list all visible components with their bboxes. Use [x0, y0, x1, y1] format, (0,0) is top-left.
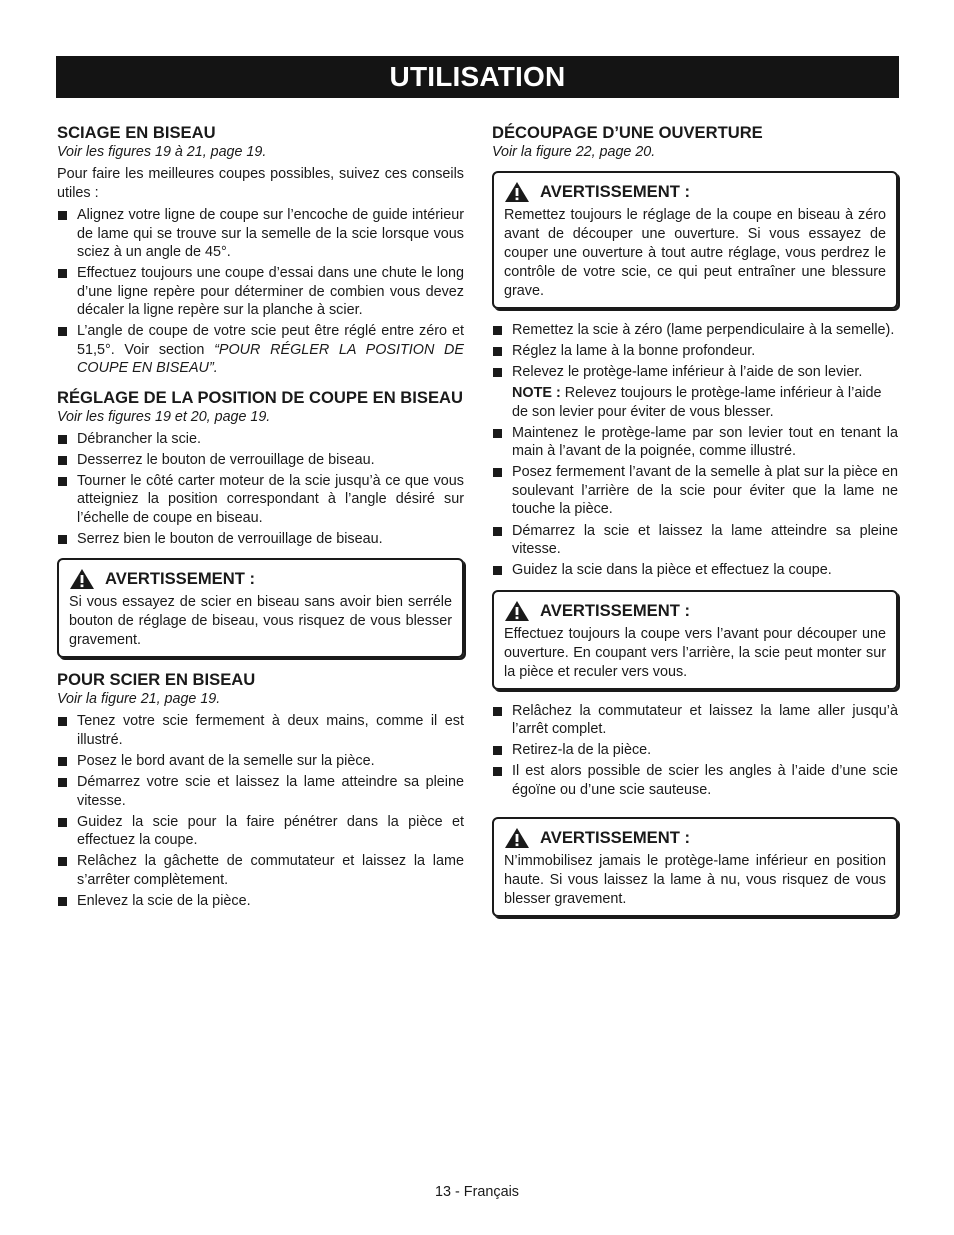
square-bullet-icon [493, 368, 502, 377]
list-item: Retirez-la de la pièce. [492, 741, 898, 760]
list-item: Alignez votre ligne de coupe sur l’encoche de guide intérieur de lame qui se trouve sur la semelle de la scie lorsque vous sciez à un angle de 45°. [57, 206, 464, 262]
note-label: NOTE : [512, 385, 561, 402]
square-bullet-icon [58, 717, 67, 726]
bullet-list [57, 206, 464, 378]
list-item: Effectuez toujours une coupe d’essai dans une chute le long d’une ligne repère pour déterminer de combien vous devez décaler la ligne repère sur la planche à scier. [57, 264, 464, 320]
section-title-reglage-position: RÉGLAGE DE LA POSITION DE COUPE EN BISEAU [57, 387, 463, 407]
page-number: 13 - Français [435, 1184, 519, 1200]
list-item: Serrez bien le bouton de verrouillage de biseau. [57, 530, 464, 549]
list-item: Démarrez la scie et laissez la lame atteindre sa pleine vitesse. [492, 522, 898, 559]
square-bullet-icon [493, 767, 502, 776]
list-item: Débrancher la scie. [57, 430, 464, 449]
list-item: Enlevez la scie de la pièce. [57, 892, 464, 911]
warning-text: N’immobilisez jamais le protège-lame inférieur en position haute. Si vous laissez la lame à nu, vous risquez de vous blesser gravement. [504, 853, 886, 908]
square-bullet-icon [58, 757, 67, 766]
list-item: Guidez la scie pour la faire pénétrer dans la pièce et effectuez la coupe. [57, 813, 464, 850]
figure-reference: Voir les figures 19 à 21, page 19. [57, 144, 267, 160]
square-bullet-icon [58, 897, 67, 906]
warning-text: Si vous essayez de scier en biseau sans avoir bien serréle bouton de réglage de biseau, vous risquez de vous blesser gravement. [69, 594, 452, 649]
square-bullet-icon [493, 468, 502, 477]
warning-text: Effectuez toujours la coupe vers l’avant pour découper une ouverture. En coupant vers l’arrière, la scie peut monter sur la pièce et reculer vers vous. [504, 625, 886, 680]
section-title-pour-scier: POUR SCIER EN BISEAU [57, 670, 256, 690]
figure-reference: Voir les figures 19 et 20, page 19. [57, 408, 271, 425]
bullet-list [492, 702, 898, 800]
list-item: Relâchez la gâchette de commutateur et laissez la lame s’arrêter complètement. [57, 852, 464, 889]
warning-box [492, 590, 898, 690]
square-bullet-icon [58, 269, 67, 278]
list-item: Relevez le protège-lame inférieur à l’aide de son levier. [492, 363, 898, 382]
section-title-decoupage-ouverture: DÉCOUPAGE D’UNE OUVERTURE [492, 123, 763, 142]
left-column [57, 123, 464, 913]
list-item: Tenez votre scie fermement à deux mains, comme il est illustré. [57, 712, 464, 749]
square-bullet-icon [58, 818, 67, 827]
list-item: Démarrez votre scie et laissez la lame atteindre sa pleine vitesse. [57, 773, 464, 810]
square-bullet-icon [493, 527, 502, 536]
list-item: Il est alors possible de scier les angles à l’aide d’une scie égoïne ou d’une scie sauteuse. [492, 762, 898, 799]
square-bullet-icon [493, 347, 502, 356]
figure-reference: Voir la figure 21, page 19. [57, 691, 221, 708]
warning-title: AVERTISSEMENT : [540, 600, 690, 620]
square-bullet-icon [58, 435, 67, 444]
warning-title: AVERTISSEMENT : [540, 828, 690, 848]
list-item: Maintenez le protège-lame par son levier tout en tenant la main à l’avant de la poignée, comme illustré. [492, 424, 898, 461]
section-cross-reference: “POUR RÉGLER LA POSITION DE COUPE EN BISEAU”. [77, 341, 464, 377]
list-item: Posez fermement l’avant de la semelle à plat sur la pièce en soulevant l’arrière de la scie pour éviter que la lame ne touche la pièce. [492, 463, 898, 519]
warning-text: Remettez toujours le réglage de la coupe en biseau à zéro avant de découper une ouverture. Si vous essayez de couper une ouverture à tout autre réglage, vous perdrez le contrôle de votre scie, ce qui peut entraîner une blessure grave. [504, 207, 886, 299]
square-bullet-icon [58, 456, 67, 465]
square-bullet-icon [58, 477, 67, 486]
warning-box [492, 817, 898, 917]
list-item: Réglez la lame à la bonne profondeur. [492, 342, 898, 361]
square-bullet-icon [493, 746, 502, 755]
square-bullet-icon [58, 857, 67, 866]
warning-triangle-icon [504, 827, 530, 849]
warning-triangle-icon [69, 568, 95, 590]
square-bullet-icon [493, 707, 502, 716]
list-item: Remettez la scie à zéro (lame perpendiculaire à la semelle). [492, 321, 898, 340]
bullet-list [492, 321, 898, 382]
note: NOTE : Relevez toujours le protège-lame inférieur à l’aide de son levier pour éviter de vous blesser. [512, 385, 882, 420]
bullet-list [57, 430, 464, 549]
square-bullet-icon [58, 535, 67, 544]
bullet-list [57, 712, 464, 910]
list-item: Desserrez le bouton de verrouillage de biseau. [57, 451, 464, 470]
warning-triangle-icon [504, 600, 530, 622]
warning-box [492, 171, 898, 309]
warning-title: AVERTISSEMENT : [540, 182, 690, 201]
square-bullet-icon [58, 778, 67, 787]
list-item: Posez le bord avant de la semelle sur la pièce. [57, 752, 464, 771]
bullet-list [492, 424, 898, 580]
square-bullet-icon [493, 429, 502, 438]
list-item: Relâchez la commutateur et laissez la lame aller jusqu’à l’arrêt complet. [492, 702, 898, 739]
square-bullet-icon [58, 327, 67, 336]
square-bullet-icon [493, 326, 502, 335]
section-title-sciage-en-biseau: SCIAGE EN BISEAU [57, 123, 216, 142]
list-item: L’angle de coupe de votre scie peut être réglé entre zéro et 51,5°. Voir section “POUR RÉGLER LA POSITION DE COUPE EN BISEAU”. [57, 322, 464, 378]
list-item: Guidez la scie dans la pièce et effectuez la coupe. [492, 561, 898, 580]
warning-triangle-icon [504, 181, 530, 203]
warning-title: AVERTISSEMENT : [105, 569, 255, 589]
page-title: UTILISATION [56, 56, 899, 98]
square-bullet-icon [493, 566, 502, 575]
square-bullet-icon [58, 211, 67, 220]
warning-box [57, 558, 464, 658]
intro-paragraph: Pour faire les meilleures coupes possibles, suivez ces conseils utiles : [57, 166, 464, 201]
list-item: Tourner le côté carter moteur de la scie jusqu’à ce que vous atteigniez la position correspondant à l’angle désiré sur l’échelle de coupe en biseau. [57, 472, 464, 528]
figure-reference: Voir la figure 22, page 20. [492, 144, 656, 160]
right-column [492, 123, 898, 929]
